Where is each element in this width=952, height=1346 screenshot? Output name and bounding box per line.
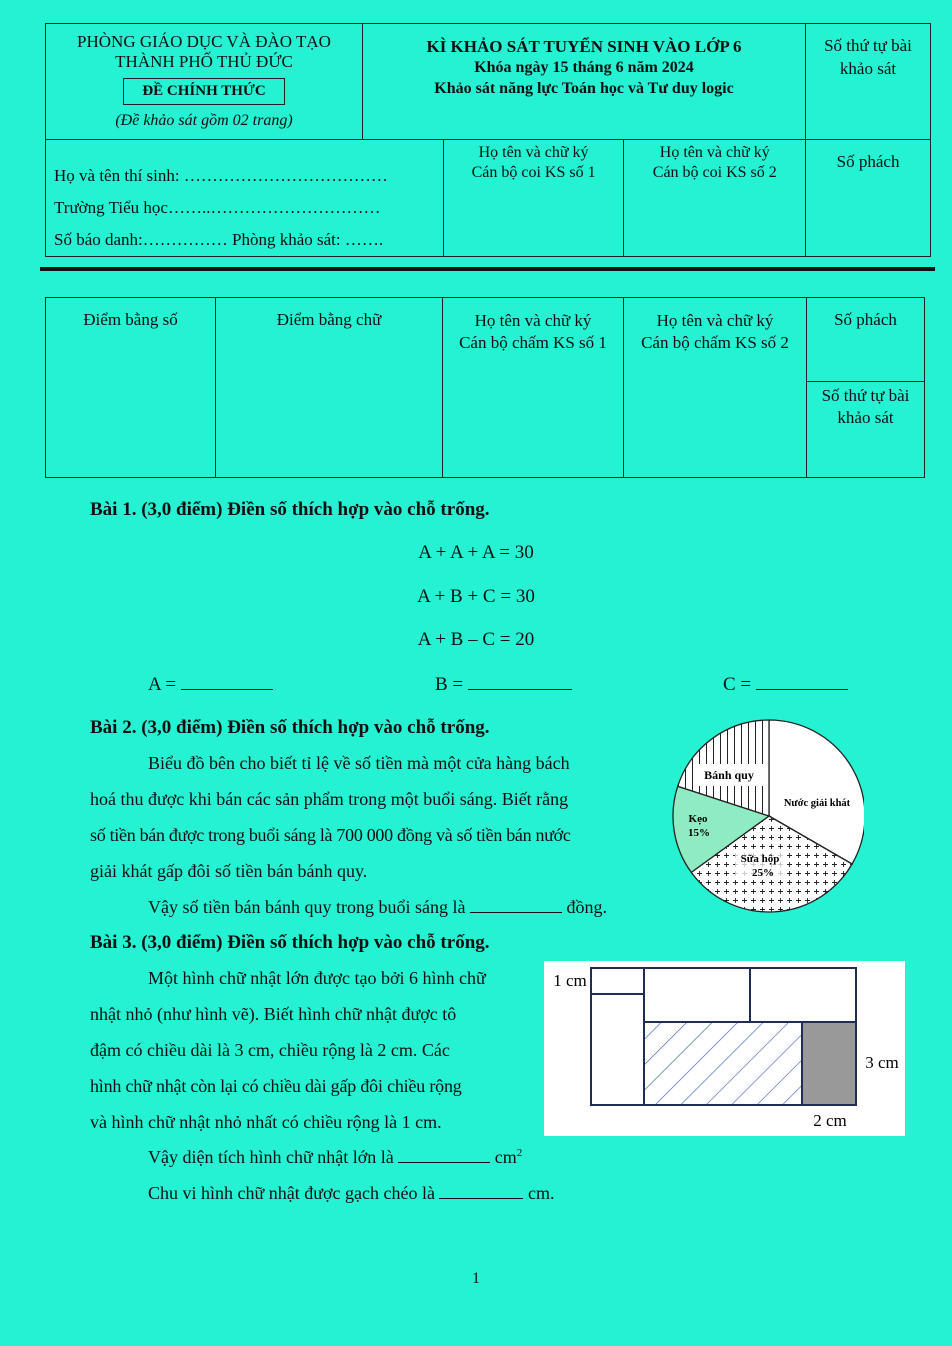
equation-3: A + B – C = 20 xyxy=(417,629,535,650)
problem2-title: Bài 2. (3,0 điểm) Điền số thích hợp vào chỗ trống. xyxy=(90,717,490,738)
dept-cell xyxy=(46,24,363,140)
problem3-line5: và hình chữ nhật nhỏ nhất có chiều rộng là 1 cm. xyxy=(90,1112,442,1132)
label-1cm: 1 cm xyxy=(553,971,587,990)
problem3-line3: đậm có chiều dài là 3 cm, chiều rộng là 2 cm. Các xyxy=(90,1040,450,1060)
perimeter-prefix: Chu vi hình chữ nhật được gạch chéo là xyxy=(148,1183,435,1203)
score-code-cell xyxy=(807,298,925,382)
order-no-cell xyxy=(806,24,931,140)
problem3-title: Bài 3. (3,0 điểm) Điền số thích hợp vào chỗ trống. xyxy=(90,932,490,953)
grader1-line1: Họ tên và chữ ký xyxy=(474,311,592,330)
proctor1-cell xyxy=(443,140,624,257)
score-table xyxy=(45,297,925,478)
rectangle-figure xyxy=(544,961,905,1136)
problem1-title: Bài 1. (3,0 điểm) Điền số thích hợp vào chỗ trống. xyxy=(90,499,490,520)
header-table-row2 xyxy=(45,139,931,257)
dept-line2: THÀNH PHỐ THỦ ĐỨC xyxy=(115,52,293,71)
answer-a-blank[interactable] xyxy=(181,675,273,690)
label-3cm: 3 cm xyxy=(865,1053,899,1072)
answer-c-label: C = xyxy=(723,674,752,695)
pages-note: (Đề khảo sát gồm 02 trang) xyxy=(115,112,293,129)
school-field[interactable]: Trường Tiểu học……..………………………… xyxy=(54,198,381,217)
problem3-line1: Một hình chữ nhật lớn được tạo bởi 6 hình chữ xyxy=(148,968,486,988)
answer-b xyxy=(435,674,572,696)
page-number: 1 xyxy=(472,1270,480,1287)
exam-date: Khóa ngày 15 tháng 6 năm 2024 xyxy=(474,59,694,76)
problem2-line3: số tiền bán được trong buổi sáng là 700 000 đồng và số tiền bán nước xyxy=(90,825,571,845)
grader2-cell xyxy=(624,298,807,478)
pie-chart xyxy=(668,716,864,916)
shaded-rectangle xyxy=(803,1023,855,1104)
header-table xyxy=(45,23,931,140)
exam-title: KÌ KHẢO SÁT TUYỂN SINH VÀO LỚP 6 xyxy=(426,37,742,56)
area-blank[interactable] xyxy=(398,1148,490,1163)
order-no-line2: khảo sát xyxy=(839,59,897,78)
answer-c xyxy=(723,674,848,696)
candidate-number-field[interactable]: Số báo danh:…………… Phòng khảo sát: ……. xyxy=(54,230,384,249)
pie-label-keo: Kẹo xyxy=(688,813,708,825)
equation-2: A + B + C = 30 xyxy=(417,586,535,607)
problem3-area xyxy=(148,1147,522,1168)
proctor2-line1: Họ tên và chữ ký xyxy=(659,144,770,161)
grader2-line2: Cán bộ chấm KS số 2 xyxy=(641,333,789,352)
score-number-label: Điểm bằng số xyxy=(83,310,178,329)
pie-label-sua: Sữa hộp xyxy=(740,853,780,865)
problem2-answer-prefix: Vậy số tiền bán bánh quy trong buổi sáng là xyxy=(148,897,466,917)
code-cell xyxy=(806,140,931,257)
perimeter-blank[interactable] xyxy=(439,1184,523,1199)
perimeter-unit: cm. xyxy=(527,1183,555,1203)
dept-line1: PHÒNG GIÁO DỤC VÀ ĐÀO TẠO xyxy=(77,32,331,51)
answer-b-label: B = xyxy=(435,674,464,695)
area-unit: cm xyxy=(494,1147,517,1167)
problem2-text xyxy=(90,745,654,925)
order-no-line1: Số thứ tự bài xyxy=(824,36,912,55)
score-code-label: Số phách xyxy=(834,310,897,329)
answer-c-blank[interactable] xyxy=(756,675,848,690)
problem2-line4: giải khát gấp đôi số tiền bán bánh quy. xyxy=(90,861,368,881)
label-2cm: 2 cm xyxy=(813,1111,847,1130)
problem3-line4: hình chữ nhật còn lại có chiều dài gấp đôi chiều rộng xyxy=(90,1076,462,1096)
proctor1-line1: Họ tên và chữ ký xyxy=(478,144,589,161)
grader2-line1: Họ tên và chữ ký xyxy=(656,311,774,330)
proctor2-cell xyxy=(624,140,806,257)
exam-subject: Khảo sát năng lực Toán học và Tư duy logic xyxy=(434,80,734,97)
exam-title-cell xyxy=(363,24,806,140)
problem2-answer xyxy=(90,889,654,925)
score-order-line2: khảo sát xyxy=(837,408,894,427)
grader1-line2: Cán bộ chấm KS số 1 xyxy=(459,333,607,352)
pie-label-banh-quy: Bánh quy xyxy=(704,768,754,782)
problem2-answer-blank[interactable] xyxy=(470,898,562,913)
pie-label-sua-pct: 25% xyxy=(752,867,774,879)
pie-label-keo-pct: 15% xyxy=(688,827,710,839)
problem2-answer-suffix: đồng. xyxy=(566,897,607,917)
score-order-cell xyxy=(807,382,925,478)
code-label: Số phách xyxy=(836,152,900,171)
area-prefix: Vậy diện tích hình chữ nhật lớn là xyxy=(148,1147,394,1167)
equation-1: A + A + A = 30 xyxy=(418,542,534,563)
answer-b-blank[interactable] xyxy=(468,675,572,690)
problem3-line2: nhật nhỏ (như hình vẽ). Biết hình chữ nhật được tô xyxy=(90,1004,457,1024)
problem2-line2: hoá thu được khi bán các sản phẩm trong một buổi sáng. Biết rằng xyxy=(90,789,569,809)
cut-line xyxy=(40,267,935,271)
answer-a-label: A = xyxy=(148,674,177,695)
student-name-field[interactable]: Họ và tên thí sinh: ……………………………… xyxy=(54,166,388,185)
problem3-perimeter xyxy=(148,1183,554,1204)
score-words-label: Điểm bằng chữ xyxy=(276,310,382,329)
official-label: ĐỀ CHÍNH THỨC xyxy=(123,78,284,105)
score-number-cell xyxy=(46,298,216,478)
problem3-text xyxy=(90,960,532,1140)
grader1-cell xyxy=(443,298,624,478)
problem2-line1: Biểu đồ bên cho biết tỉ lệ về số tiền mà một cửa hàng bách xyxy=(148,753,570,773)
score-order-line1: Số thứ tự bài xyxy=(821,386,910,405)
hatched-rectangle xyxy=(645,1023,802,1104)
proctor2-line2: Cán bộ coi KS số 2 xyxy=(652,164,777,181)
proctor1-line2: Cán bộ coi KS số 1 xyxy=(471,164,596,181)
student-info-cell xyxy=(46,140,444,257)
pie-label-nuoc: Nước giải khát xyxy=(783,798,851,809)
area-exponent: 2 xyxy=(516,1147,523,1159)
score-words-cell xyxy=(216,298,443,478)
answer-a xyxy=(148,674,273,696)
